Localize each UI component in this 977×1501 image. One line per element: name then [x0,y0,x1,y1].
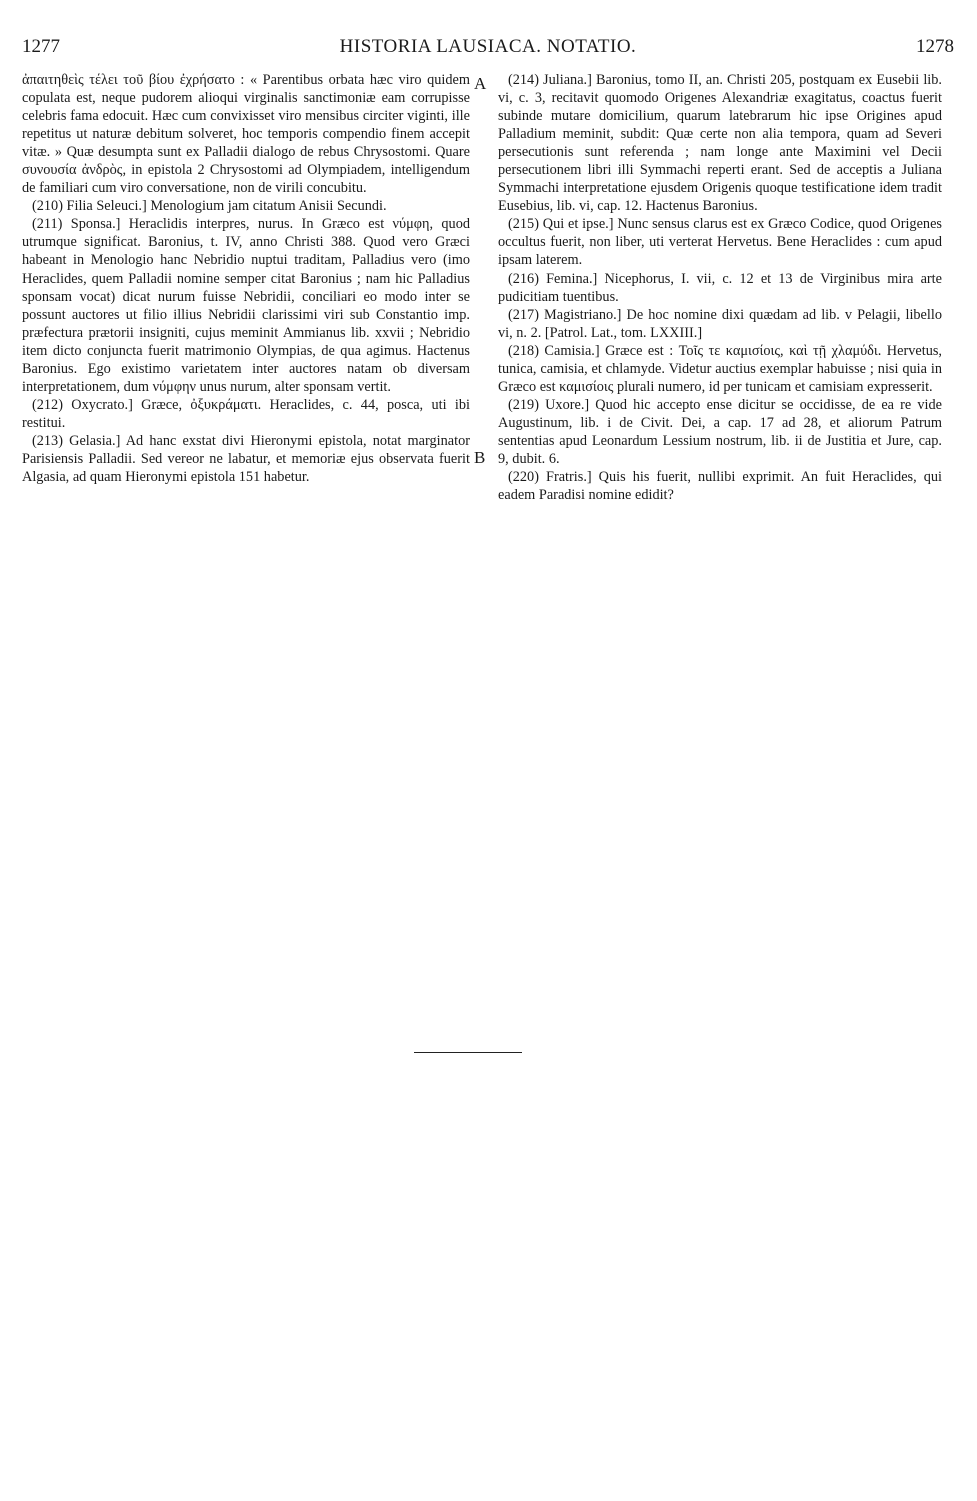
note-215: (215) Qui et ipse.] Nunc sensus clarus est ex Græco Codice, quod Origenes occultus fuerit, non liber, uti verterat Hervetus. Bene Heraclides : cum apud ipsam laterem. [498,216,942,269]
right-page-number: 1278 [916,36,954,57]
note-212: (212) Oxycrato.] Græce, ὀξυκράματι. Heraclides, c. 44, posca, uti ibi restitui. [22,396,470,431]
note-214: (214) Juliana.] Baronius, tomo II, an. Christi 205, postquam ex Eusebii lib. vi, c. 3, recitavit quomodo Origenes Alexandriæ exagitatus, coactus fuerit subinde mutare domicilium, quarum latebrarum hic ipse Origines apud Palladium meminit, subdit: Quæ certe non alia tempora, quam ad Severi persecutionis sunt referenda ; nam longe ante Maximini vel Decii persecutionem libri illi Symmachi reperti erant. Sed de acceptis a Juliana Symmachi interpretatione ejusdem Origenis quoque testificatione idem tradit Eusebius, lib. vi, cap. 12. Hactenus Baronius. [498,72,942,215]
left-page-number: 1277 [22,36,60,57]
note-217: (217) Magistriano.] De hoc nomine dixi quædam ad lib. v Pelagii, libello vi, n. 2. [Patrol. Lat., tom. LXXIII.] [498,306,942,341]
note-219: (219) Uxore.] Quod hic accepto ense dicitur se occidisse, de ea re vide Augustinum, lib. i de Civit. Dei, a cap. 17 ad 28, et aliorum Patrum sententias apud Leonardum Lessium nostrum, lib. ii de Justitia et Jure, cap. 9, dubit. 6. [498,396,942,467]
right-column [498,71,942,504]
running-title: HISTORIA LAUSIACA. NOTATIO. [339,36,637,57]
margin-marker-a: A [474,74,487,93]
note-continuation: ἀπαιτηθεὶς τέλει τοῦ βίου ἐχρήσατο : « Parentibus orbata hæc viro quidem copulata est, neque pudorem alioqui virginalis sanctimoniæ eam corrupisse celebris fama edocuit. Hæc cum convixisset viro mensibus circiter viginti, ille repetitus ut naturæ debitum solveret, hoc temporis compendio finem accepit vitæ. » Quæ desumpta sunt ex Palladii dialogo de rebus Chrysostomi. Quare συνουσία ἀνδρὸς, in epistola 2 Chrysostomi ad Olympiadem, intelligendum de familiari cum viro conversatione, non de virili concubitu. [22,72,470,197]
page-header [22,36,954,60]
end-rule [414,1052,522,1053]
note-210: (210) Filia Seleuci.] Menologium jam citatum Anisii Secundi. [32,198,387,215]
note-218: (218) Camisia.] Græce est : Τοῖς τε καμισίοις, καὶ τῇ χλαμύδι. Hervetus, tunica, camisia, et chlamyde. Videtur auctius exemplar habuisse ; nisi quia in Græco est καμισίοις plurali numero, id per tunicam et camisiam expresserit. [498,342,942,395]
note-213: (213) Gelasia.] Ad hanc exstat divi Hieronymi epistola, notat marginator Parisiensis Palladii. Sed vereor ne labatur, et memoriæ ejus observata fuerit Algasia, ad quam Hieronymi epistola 151 habetur. [22,432,470,486]
left-column [22,71,470,486]
margin-marker-b: B [474,448,486,467]
note-216: (216) Femina.] Nicephorus, I. vii, c. 12 et 13 de Virginibus mira arte pudicitiam tuentibus. [498,270,942,305]
note-211: (211) Sponsa.] Heraclidis interpres, nurus. In Græco est νύμφη, quod utrumque significat. Baronius, t. IV, anno Christi 388. Quod vero Græci habeant in Menologio hanc Nebridio nuptui traditam, Palladius vero (imo Heraclides, quem Palladii nomine semper citat Baronius ; nam hic Palladius sponsam vocat) dicat nurum fuisse Nebridii, conciliari eo modo inter se possunt auctores ut filio illius Nebridii clarissimi viri sub Constantio imp. præfectura prætorii insigniti, cujus meminit Ammianus lib. xxvii ; Nebridio item dicto conjuncta fuerit matrimonio Olympias, de qua agimus. Hactenus Baronius. Ego existimo varietatem inter auctores natam ob diversam interpretationem, dum νύμφην unus nurum, alter sponsam vertit. [22,216,470,395]
note-220: (220) Fratris.] Quis his fuerit, nullibi exprimit. An fuit Heraclides, qui eadem Paradisi nomine edidit? [498,469,942,504]
